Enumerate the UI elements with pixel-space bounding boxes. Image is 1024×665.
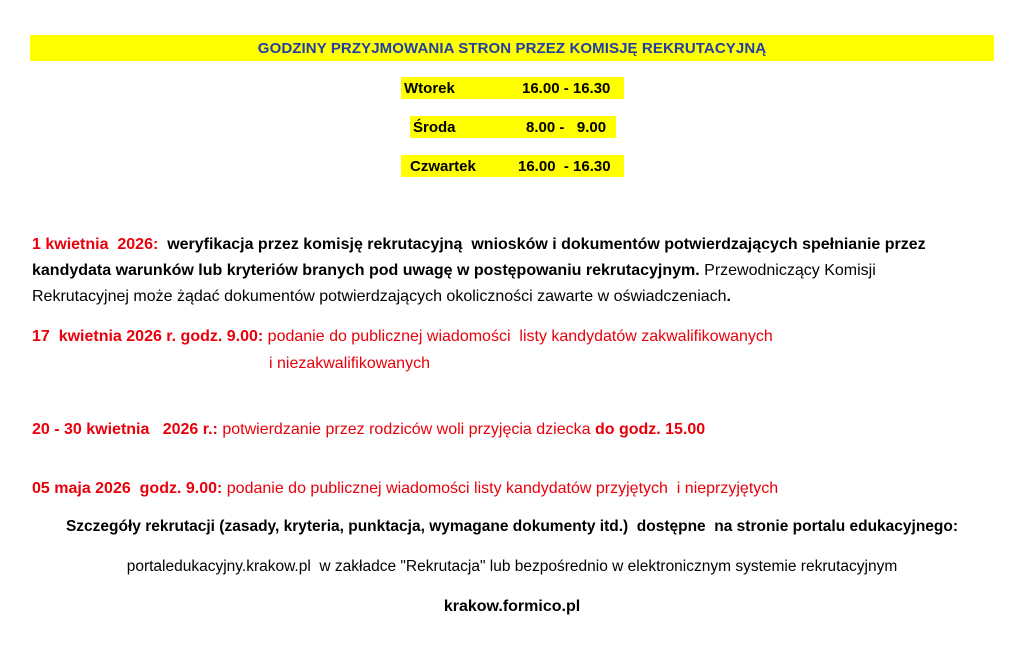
- verification-normal-text: Przewodniczący Komisji: [704, 262, 876, 279]
- hours-row-wednesday: [410, 116, 616, 138]
- confirmation-date: 20 - 30 kwietnia 2026 r.:: [32, 421, 218, 438]
- verification-normal-text-2: Rekrutacyjnej może żądać dokumentów potwierdzających okoliczności zawarte w oświadczeniach: [32, 288, 727, 305]
- verification-end-dot: .: [726, 288, 731, 305]
- hours-day: Środa: [413, 118, 456, 136]
- verification-line-2: [32, 258, 992, 284]
- verification-line-3: [32, 284, 992, 310]
- admitted-text: podanie do publicznej wiadomości listy kandydatów przyjętych i nieprzyjętych: [226, 480, 779, 497]
- title-banner: [30, 35, 994, 61]
- qualified-line-1: [32, 324, 992, 350]
- portal-line: portaledukacyjny.krakow.pl w zakładce "Rekrutacja" lub bezpośrednio w elektronicznym systemie rekrutacyjnym: [126, 558, 898, 575]
- confirmation-text: potwierdzanie przez rodziców woli przyjęcia dziecka: [222, 421, 591, 438]
- details-line: Szczegóły rekrutacji (zasady, kryteria, punktacja, wymagane dokumenty itd.) dostępne na stronie portalu edukacyjnego:: [65, 518, 959, 535]
- admitted-date: 05 maja 2026 godz. 9.00:: [32, 480, 223, 497]
- verification-bold-text-2: kandydata warunków lub kryteriów branych pod uwagę w postępowaniu rekrutacyjnym.: [32, 262, 700, 279]
- hours-day: Czwartek: [410, 157, 476, 175]
- hours-row-thursday: [401, 155, 624, 177]
- qualified-line-2: [269, 351, 430, 377]
- formico-link[interactable]: krakow.formico.pl: [443, 598, 581, 615]
- verification-bold-text: weryfikacja przez komisję rekrutacyjną wniosków i dokumentów potwierdzających spełnianie przez: [167, 236, 926, 253]
- confirmation-line: [32, 417, 992, 443]
- hours-time: 16.00 - 16.30: [522, 79, 611, 97]
- confirmation-deadline: do godz. 15.00: [594, 421, 706, 438]
- verification-date: 1 kwietnia 2026:: [32, 236, 159, 253]
- hours-time: 16.00 - 16.30: [518, 157, 611, 175]
- hours-day: Wtorek: [404, 79, 455, 97]
- hours-time: 8.00 - 9.00: [526, 118, 607, 136]
- verification-block: [32, 232, 992, 310]
- hours-row-tuesday: [401, 77, 624, 99]
- qualified-date: 17 kwietnia 2026 r. godz. 9.00:: [32, 328, 264, 345]
- page-title: GODZINY PRZYJMOWANIA STRON PRZEZ KOMISJĘ REKRUTACYJNĄ: [257, 39, 767, 57]
- qualified-text: podanie do publicznej wiadomości listy kandydatów zakwalifikowanych: [267, 328, 773, 345]
- verification-line-1: [32, 232, 992, 258]
- admitted-line: [32, 476, 992, 502]
- qualified-text-2: i niezakwalifikowanych: [269, 355, 430, 372]
